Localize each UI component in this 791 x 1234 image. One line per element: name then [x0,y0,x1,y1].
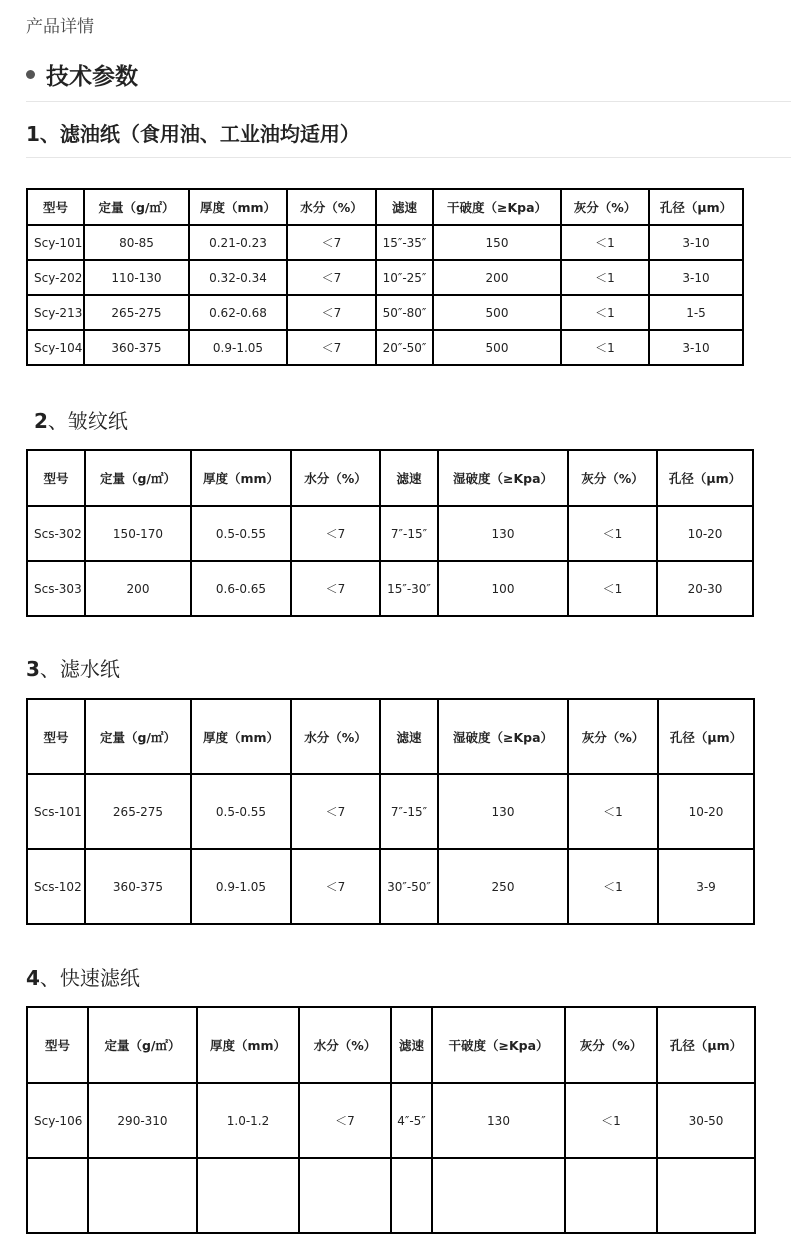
table-cell: 10″-25″ [376,260,433,295]
section-number: 3 [26,657,40,681]
table-cell: ＜1 [561,330,649,365]
table-cell: ＜1 [568,506,657,561]
section-heading [26,58,138,91]
spec-table-water-filter [26,698,755,925]
section-number: 2 [34,409,48,433]
table-cell: Scs-302 [27,506,85,561]
table-cell [299,1158,391,1233]
section-title-oil-filter [26,118,360,147]
table-cell [391,1158,432,1233]
breadcrumb: 产品详情 [26,17,94,37]
table-cell: ＜7 [287,295,376,330]
header-cell: 定量（g/㎡） [85,699,191,774]
table-cell: Scs-303 [27,561,85,616]
table-cell: Scy-202 [27,260,84,295]
table-cell: 0.5-0.55 [191,506,291,561]
table-cell: 265-275 [84,295,189,330]
table-cell: 250 [438,849,568,924]
table-cell: ＜7 [287,330,376,365]
section-heading-text: 技术参数 [46,64,138,90]
table-cell: ＜7 [291,849,380,924]
table-cell: ＜7 [291,561,380,616]
table-cell: 7″-15″ [380,506,438,561]
table-row [27,295,743,330]
table-header-row [27,699,754,774]
section-title-crepe-paper [34,405,128,434]
table-cell: 265-275 [85,774,191,849]
header-cell: 型号 [27,189,84,225]
header-cell: 滤速 [391,1007,432,1083]
header-cell: 灰分（%） [565,1007,657,1083]
table-cell: ＜7 [299,1083,391,1158]
header-cell: 水分（%） [287,189,376,225]
divider [26,101,791,102]
table-cell: 1.0-1.2 [197,1083,299,1158]
header-cell: 滤速 [380,699,438,774]
table-cell: 4″-5″ [391,1083,432,1158]
table-cell [27,1158,88,1233]
table-cell: 1-5 [649,295,743,330]
table-row [27,561,753,616]
table-cell: 110-130 [84,260,189,295]
header-cell: 定量（g/㎡） [88,1007,197,1083]
table-cell: 3-9 [658,849,754,924]
header-cell: 厚度（mm） [191,699,291,774]
table-cell: 0.6-0.65 [191,561,291,616]
table-cell: Scs-102 [27,849,85,924]
table-cell: Scy-104 [27,330,84,365]
header-cell: 水分（%） [291,699,380,774]
table-header-row [27,1007,755,1083]
header-cell: 水分（%） [299,1007,391,1083]
table-row [27,849,754,924]
table-cell: ＜7 [287,225,376,260]
header-cell: 灰分（%） [568,450,657,506]
table-cell: 0.62-0.68 [189,295,287,330]
table-cell: 0.5-0.55 [191,774,291,849]
table-cell: 500 [433,295,561,330]
section-title-text: 、快速滤纸 [39,966,140,990]
section-number: 4 [26,966,40,990]
section-title-fast-filter [26,962,140,991]
table-cell: 100 [438,561,568,616]
table-row [27,774,754,849]
section-number: 1 [26,122,40,146]
table-row [27,225,743,260]
table-cell: 20″-50″ [376,330,433,365]
table-cell: ＜7 [291,774,380,849]
table-cell: 150 [433,225,561,260]
header-cell: 滤速 [376,189,433,225]
header-cell: 厚度（mm） [197,1007,299,1083]
table-cell: ＜1 [561,225,649,260]
table-cell: 30″-50″ [380,849,438,924]
table-cell: Scs-101 [27,774,85,849]
table-cell: 0.9-1.05 [191,849,291,924]
table-cell: 15″-35″ [376,225,433,260]
table-cell: ＜1 [561,260,649,295]
table-cell: 360-375 [85,849,191,924]
section-title-water-filter [26,653,120,682]
table-cell: 360-375 [84,330,189,365]
table-cell: 130 [438,774,568,849]
table-cell [565,1158,657,1233]
table-cell: 10-20 [657,506,753,561]
table-cell: Scy-106 [27,1083,88,1158]
table-cell: 500 [433,330,561,365]
table-cell: 10-20 [658,774,754,849]
header-cell: 水分（%） [291,450,380,506]
header-cell: 孔径（μm） [649,189,743,225]
table-cell: 3-10 [649,260,743,295]
table-row [27,330,743,365]
table-header-row [27,450,753,506]
table-cell: ＜7 [291,506,380,561]
table-row [27,260,743,295]
header-cell: 孔径（μm） [658,699,754,774]
table-cell: 0.21-0.23 [189,225,287,260]
table-cell: 290-310 [88,1083,197,1158]
table-cell [657,1158,755,1233]
table-cell: 20-30 [657,561,753,616]
table-row [27,1083,755,1158]
table-cell: ＜1 [561,295,649,330]
table-cell: Scy-213 [27,295,84,330]
table-cell: 15″-30″ [380,561,438,616]
table-header-row [27,189,743,225]
table-cell: 130 [432,1083,565,1158]
table-cell: 200 [433,260,561,295]
table-cell: 3-10 [649,225,743,260]
table-cell: 7″-15″ [380,774,438,849]
table-cell: ＜1 [568,561,657,616]
section-title-text: 、皱纹纸 [47,409,128,433]
table-cell: 80-85 [84,225,189,260]
header-cell: 定量（g/㎡） [85,450,191,506]
header-cell: 型号 [27,699,85,774]
section-title-text: 、滤油纸（食用油、工业油均适用） [39,122,360,146]
spec-table-oil-filter [26,188,744,366]
header-cell: 厚度（mm） [189,189,287,225]
header-cell: 干破度（≥Kpa） [433,189,561,225]
divider [26,157,791,158]
table-cell: 50″-80″ [376,295,433,330]
table-cell [197,1158,299,1233]
spec-table-crepe-paper [26,449,754,617]
header-cell: 灰分（%） [561,189,649,225]
table-cell: 130 [438,506,568,561]
header-cell: 孔径（μm） [657,1007,755,1083]
header-cell: 干破度（≥Kpa） [432,1007,565,1083]
table-cell [432,1158,565,1233]
header-cell: 厚度（mm） [191,450,291,506]
table-cell: 0.32-0.34 [189,260,287,295]
section-title-text: 、滤水纸 [39,657,120,681]
header-cell: 定量（g/㎡） [84,189,189,225]
table-cell: 3-10 [649,330,743,365]
header-cell: 滤速 [380,450,438,506]
header-cell: 孔径（μm） [657,450,753,506]
table-cell: ＜1 [568,849,658,924]
bullet-dot-icon [26,70,35,79]
table-cell: ＜7 [287,260,376,295]
table-cell: Scy-101 [27,225,84,260]
table-row [27,506,753,561]
table-row [27,1158,755,1233]
header-cell: 型号 [27,450,85,506]
table-cell [88,1158,197,1233]
header-cell: 湿破度（≥Kpa） [438,450,568,506]
table-cell: ＜1 [565,1083,657,1158]
table-cell: 0.9-1.05 [189,330,287,365]
spec-table-fast-filter [26,1006,756,1234]
header-cell: 灰分（%） [568,699,658,774]
header-cell: 湿破度（≥Kpa） [438,699,568,774]
table-cell: 150-170 [85,506,191,561]
table-cell: ＜1 [568,774,658,849]
table-cell: 200 [85,561,191,616]
header-cell: 型号 [27,1007,88,1083]
table-cell: 30-50 [657,1083,755,1158]
